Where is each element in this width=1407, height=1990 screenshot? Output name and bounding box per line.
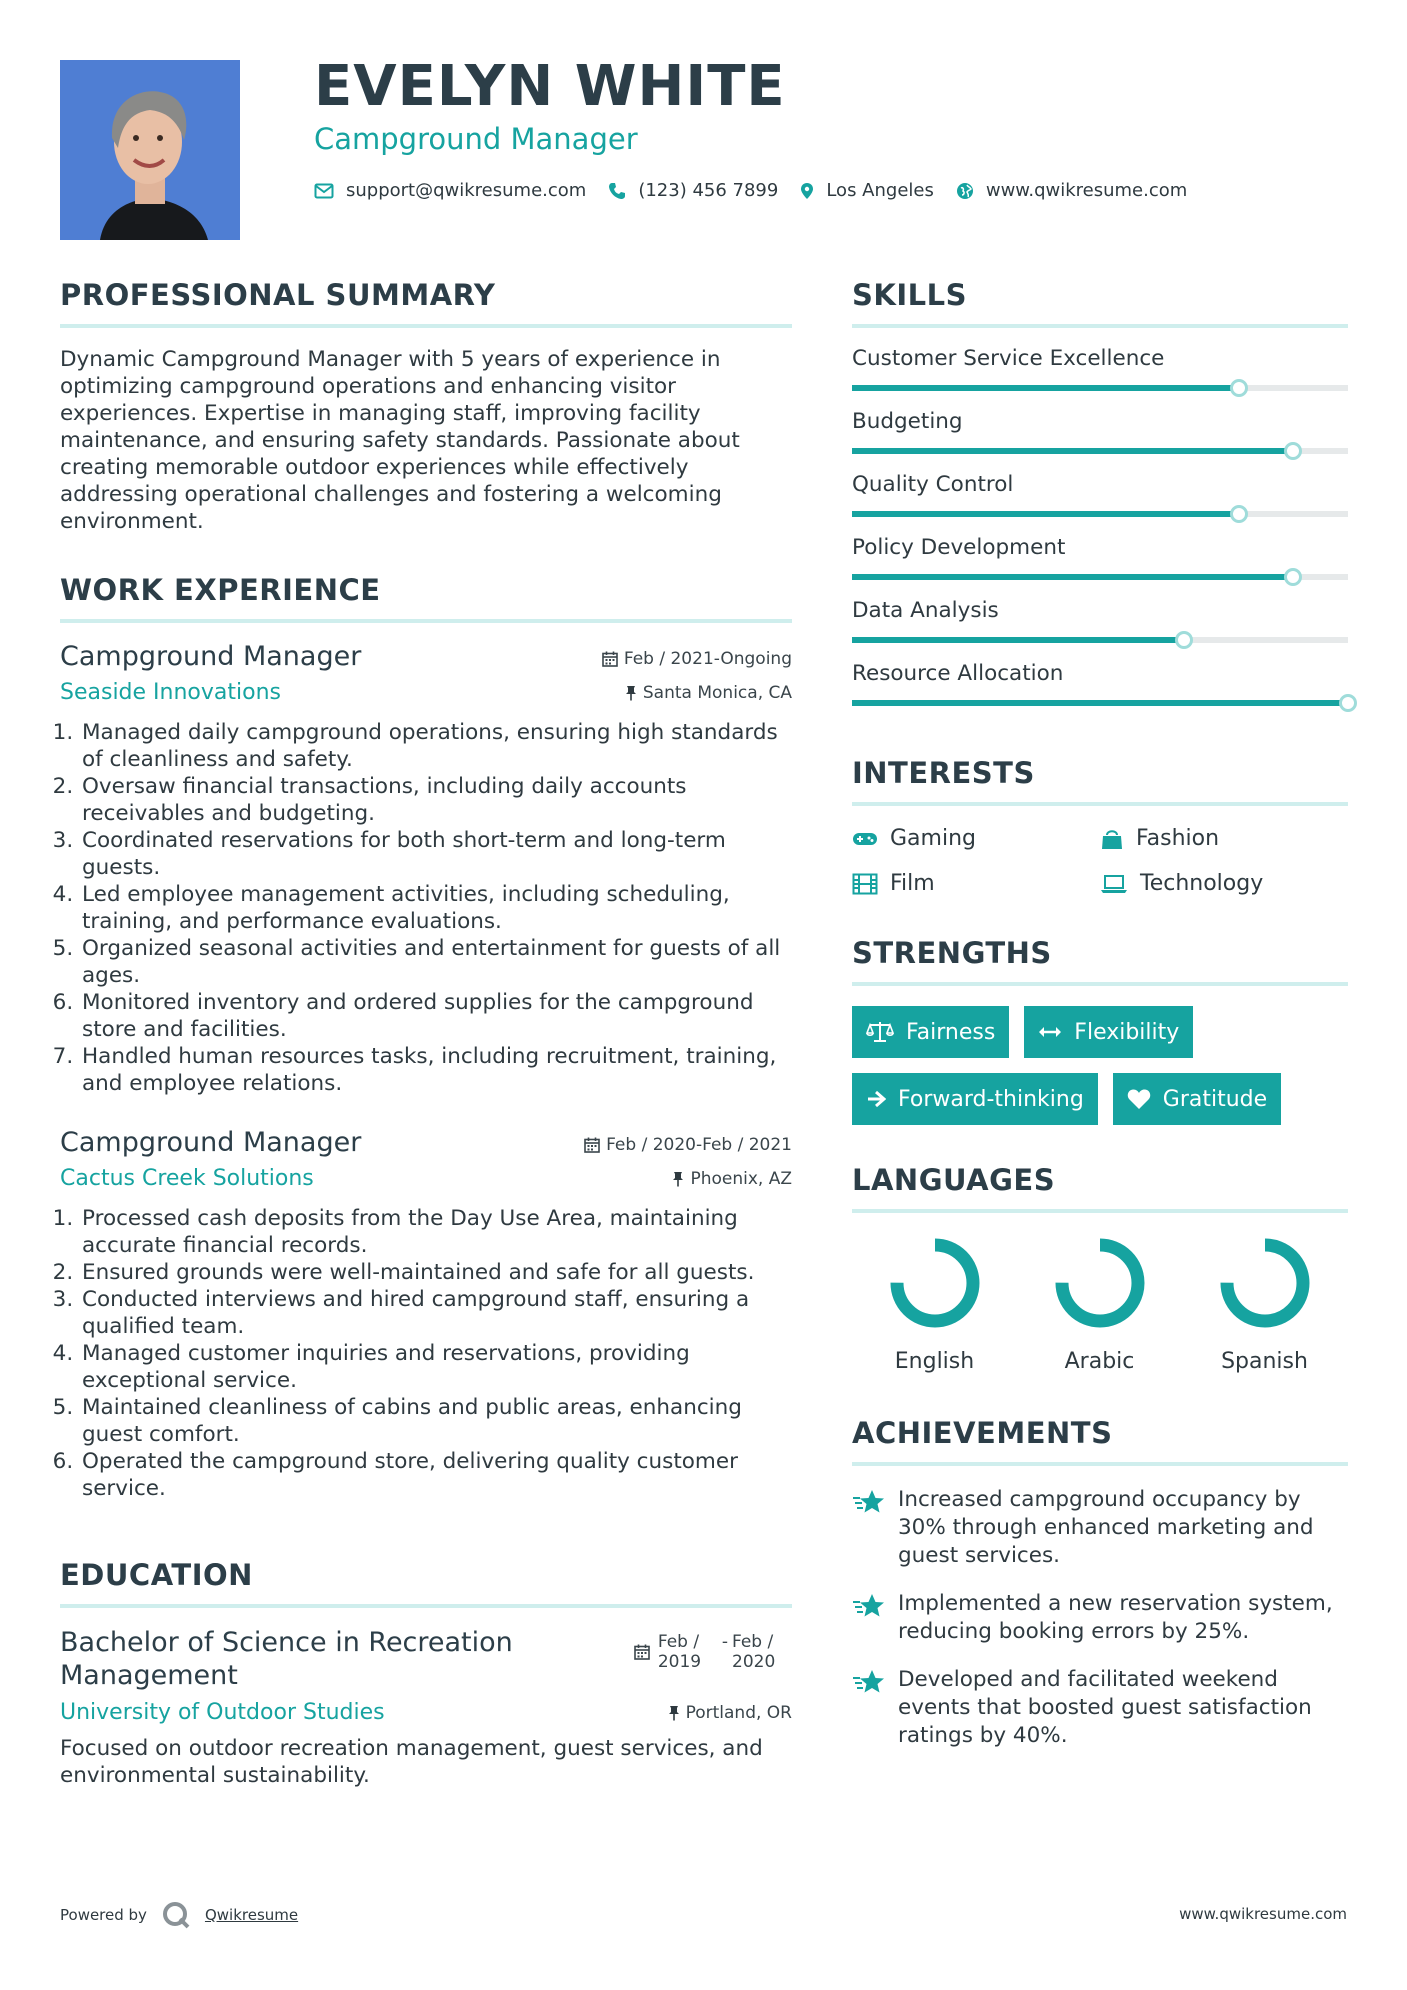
education-heading: EDUCATION bbox=[60, 1558, 253, 1592]
duty-item: 6. Operated the campground store, delivering quality customer service. bbox=[80, 1448, 792, 1502]
job-dates-text: Feb / 2021-Ongoing bbox=[623, 649, 792, 669]
strengths-section bbox=[852, 936, 1348, 1125]
skill-bar-knob bbox=[1339, 694, 1357, 712]
calendar-icon bbox=[602, 651, 618, 667]
email-text: support@qwikresume.com bbox=[346, 180, 587, 201]
skill-label: Budgeting bbox=[852, 409, 963, 434]
skill-label: Quality Control bbox=[852, 472, 1014, 497]
achievements-heading: ACHIEVEMENTS bbox=[852, 1416, 1113, 1450]
skill-bar-knob bbox=[1284, 568, 1302, 586]
skill-label: Policy Development bbox=[852, 535, 1066, 560]
contact-website[interactable] bbox=[956, 180, 1187, 201]
contact-email[interactable] bbox=[314, 180, 586, 201]
strength-label: Gratitude bbox=[1162, 1086, 1268, 1112]
skill-item bbox=[852, 472, 1348, 517]
section-divider bbox=[60, 619, 792, 623]
job-duties bbox=[60, 1205, 792, 1502]
gamepad-icon bbox=[852, 831, 878, 847]
skill-label: Resource Allocation bbox=[852, 661, 1064, 686]
skill-bar bbox=[852, 511, 1348, 517]
skill-item bbox=[852, 535, 1348, 580]
strength-tag bbox=[852, 1006, 1009, 1058]
skill-bar-fill bbox=[852, 385, 1239, 391]
education-end: Feb / 2020 bbox=[732, 1632, 776, 1672]
achievement-item bbox=[852, 1666, 1348, 1750]
skill-bar-fill bbox=[852, 448, 1293, 454]
interests-section bbox=[852, 756, 1348, 896]
job-location-text: Phoenix, AZ bbox=[690, 1168, 792, 1189]
summary-section bbox=[60, 278, 792, 535]
job-location-text: Santa Monica, CA bbox=[642, 682, 792, 703]
location-text: Los Angeles bbox=[826, 180, 934, 201]
language-ring-arc bbox=[1062, 1245, 1138, 1321]
phone-icon bbox=[608, 182, 626, 200]
interest-label: Gaming bbox=[890, 826, 976, 851]
skill-bar bbox=[852, 574, 1348, 580]
strengths-heading: STRENGTHS bbox=[852, 936, 1052, 970]
job-title: Campground Manager bbox=[60, 1127, 362, 1158]
arrows-horizontal-icon bbox=[1038, 1025, 1062, 1039]
language-item bbox=[852, 1235, 1017, 1374]
laptop-icon bbox=[1100, 874, 1128, 894]
section-divider bbox=[852, 982, 1348, 986]
heart-icon bbox=[1127, 1088, 1151, 1110]
interests-list bbox=[852, 826, 1348, 896]
achievement-text: Developed and facilitated weekend events that boosted guest satisfaction ratings by 40%. bbox=[898, 1667, 1312, 1748]
language-item bbox=[1182, 1235, 1347, 1374]
candidate-role: Campground Manager bbox=[314, 122, 638, 156]
skill-bar-knob bbox=[1230, 379, 1248, 397]
job-entry bbox=[60, 1127, 792, 1502]
footer-powered-by bbox=[60, 1900, 298, 1930]
strength-tag bbox=[1024, 1006, 1193, 1058]
experience-section bbox=[60, 573, 792, 1502]
pushpin-icon bbox=[668, 1705, 680, 1721]
skill-bar bbox=[852, 448, 1348, 454]
duty-item: 4. Managed customer inquiries and reservations, providing exceptional service. bbox=[80, 1340, 792, 1394]
job-entry bbox=[60, 641, 792, 1097]
skill-label: Data Analysis bbox=[852, 598, 999, 623]
language-item bbox=[1017, 1235, 1182, 1374]
skill-bar-knob bbox=[1284, 442, 1302, 460]
language-ring bbox=[887, 1235, 983, 1331]
achievement-item bbox=[852, 1486, 1348, 1570]
skill-bar-fill bbox=[852, 511, 1239, 517]
website-text: www.qwikresume.com bbox=[985, 180, 1188, 201]
skills-section bbox=[852, 278, 1348, 706]
education-location bbox=[668, 1703, 792, 1723]
interest-item bbox=[852, 871, 1100, 896]
skill-bar-knob bbox=[1175, 631, 1193, 649]
strength-label: Forward-thinking bbox=[898, 1086, 1084, 1112]
skill-item bbox=[852, 661, 1348, 706]
language-ring-arc bbox=[1227, 1245, 1303, 1321]
degree-title: Bachelor of Science in Recreation Management bbox=[60, 1627, 513, 1691]
interest-label: Fashion bbox=[1136, 826, 1220, 851]
skill-label: Customer Service Excellence bbox=[852, 346, 1165, 371]
language-ring bbox=[1052, 1235, 1148, 1331]
candidate-name: EVELYN WHITE bbox=[314, 54, 786, 119]
star-badge-icon bbox=[852, 1488, 886, 1516]
job-location bbox=[672, 1169, 792, 1189]
languages-list bbox=[852, 1235, 1348, 1374]
contact-location bbox=[800, 180, 934, 201]
education-location-text: Portland, OR bbox=[685, 1702, 792, 1723]
contact-phone[interactable] bbox=[608, 180, 778, 201]
section-divider bbox=[60, 1604, 792, 1608]
company-name: Seaside Innovations bbox=[60, 680, 281, 705]
skills-list bbox=[852, 346, 1348, 706]
skill-bar-knob bbox=[1230, 505, 1248, 523]
star-badge-icon bbox=[852, 1592, 886, 1620]
education-start: Feb / 2019 bbox=[657, 1632, 702, 1672]
globe-icon bbox=[956, 182, 974, 200]
calendar-icon bbox=[634, 1644, 650, 1660]
duty-item: 7. Handled human resources tasks, including recruitment, training, and employee relations. bbox=[80, 1043, 792, 1097]
phone-text: (123) 456 7899 bbox=[638, 180, 779, 201]
skill-item bbox=[852, 409, 1348, 454]
section-divider bbox=[852, 802, 1348, 806]
shopping-bag-icon bbox=[1100, 828, 1124, 850]
duty-item: 5. Maintained cleanliness of cabins and public areas, enhancing guest comfort. bbox=[80, 1394, 792, 1448]
language-label: English bbox=[894, 1349, 975, 1374]
interest-label: Technology bbox=[1140, 871, 1264, 896]
skill-bar bbox=[852, 700, 1348, 706]
star-badge-icon bbox=[852, 1668, 886, 1696]
language-label: Arabic bbox=[1064, 1349, 1135, 1374]
school-name: University of Outdoor Studies bbox=[60, 1700, 385, 1725]
duty-item: 4. Led employee management activities, including scheduling, training, and performance evaluations. bbox=[80, 881, 792, 935]
section-divider bbox=[852, 324, 1348, 328]
balance-scale-icon bbox=[866, 1021, 894, 1043]
languages-section bbox=[852, 1163, 1348, 1374]
duty-item: 6. Monitored inventory and ordered supplies for the campground store and facilities. bbox=[80, 989, 792, 1043]
achievement-item bbox=[852, 1590, 1348, 1646]
film-icon bbox=[852, 873, 878, 895]
pushpin-icon bbox=[672, 1171, 684, 1187]
interests-heading: INTERESTS bbox=[852, 756, 1035, 790]
date-separator: - bbox=[721, 1632, 728, 1652]
duty-item: 2. Oversaw financial transactions, including daily accounts receivables and budgeting. bbox=[80, 773, 792, 827]
education-dates bbox=[634, 1632, 792, 1672]
job-location bbox=[625, 683, 792, 703]
skill-bar bbox=[852, 385, 1348, 391]
strength-label: Fairness bbox=[906, 1019, 996, 1045]
pushpin-icon bbox=[625, 685, 637, 701]
job-title: Campground Manager bbox=[60, 641, 362, 672]
education-description: Focused on outdoor recreation management, guest services, and environmental sustainability. bbox=[60, 1736, 763, 1788]
section-divider bbox=[60, 324, 792, 328]
calendar-icon bbox=[584, 1137, 600, 1153]
skill-item bbox=[852, 346, 1348, 391]
language-label: Spanish bbox=[1221, 1349, 1308, 1374]
footer-url[interactable]: www.qwikresume.com bbox=[1179, 1905, 1347, 1923]
interest-item bbox=[1100, 826, 1348, 851]
strengths-list bbox=[852, 1006, 1348, 1125]
right-column bbox=[852, 278, 1348, 1750]
strength-label: Flexibility bbox=[1074, 1019, 1180, 1045]
duty-item: 5. Organized seasonal activities and entertainment for guests of all ages. bbox=[80, 935, 792, 989]
skill-bar-fill bbox=[852, 574, 1293, 580]
powered-by-text: Powered by bbox=[60, 1906, 147, 1924]
summary-text: Dynamic Campground Manager with 5 years of experience in optimizing campground operations and enhancing visitor experiences. Expertise in managing staff, improving facility maintenance, and ensuring safety standards. Passionate about creating memorable outdoor experiences while effectively addressing operational challenges and fostering a welcoming environment. bbox=[60, 347, 740, 534]
strength-tag bbox=[852, 1073, 1098, 1125]
education-section bbox=[60, 1558, 792, 1789]
experience-heading: WORK EXPERIENCE bbox=[60, 573, 381, 607]
envelope-icon bbox=[314, 183, 334, 199]
skills-heading: SKILLS bbox=[852, 278, 967, 312]
achievement-text: Implemented a new reservation system, reducing booking errors by 25%. bbox=[898, 1591, 1333, 1644]
skill-item bbox=[852, 598, 1348, 643]
profile-photo bbox=[60, 60, 240, 240]
skill-bar-fill bbox=[852, 637, 1184, 643]
duty-item: 3. Coordinated reservations for both short-term and long-term guests. bbox=[80, 827, 792, 881]
languages-heading: LANGUAGES bbox=[852, 1163, 1056, 1197]
language-ring bbox=[1217, 1235, 1313, 1331]
section-divider bbox=[852, 1462, 1348, 1466]
left-column bbox=[60, 278, 792, 1789]
job-duties bbox=[60, 719, 792, 1097]
qwikresume-logo-icon bbox=[161, 1900, 191, 1930]
job-dates-text: Feb / 2020-Feb / 2021 bbox=[606, 1135, 792, 1155]
brand-link[interactable]: Qwikresume bbox=[204, 1906, 299, 1924]
achievements-section bbox=[852, 1416, 1348, 1750]
skill-bar-fill bbox=[852, 700, 1348, 706]
duty-item: 1. Managed daily campground operations, ensuring high standards of cleanliness and safety. bbox=[80, 719, 792, 773]
language-ring-arc bbox=[897, 1245, 973, 1321]
job-dates bbox=[602, 649, 792, 669]
duty-item: 2. Ensured grounds were well-maintained and safe for all guests. bbox=[80, 1259, 792, 1286]
company-name: Cactus Creek Solutions bbox=[60, 1166, 314, 1191]
interest-item bbox=[1100, 871, 1348, 896]
strength-tag bbox=[1113, 1073, 1281, 1125]
arrow-right-icon bbox=[866, 1090, 886, 1108]
interest-label: Film bbox=[890, 871, 935, 896]
duty-item: 3. Conducted interviews and hired campground staff, ensuring a qualified team. bbox=[80, 1286, 792, 1340]
achievement-text: Increased campground occupancy by 30% through enhanced marketing and guest services. bbox=[898, 1487, 1314, 1568]
job-dates bbox=[584, 1135, 792, 1155]
skill-bar bbox=[852, 637, 1348, 643]
duty-item: 1. Processed cash deposits from the Day Use Area, maintaining accurate financial records. bbox=[80, 1205, 792, 1259]
summary-heading: PROFESSIONAL SUMMARY bbox=[60, 278, 496, 312]
map-marker-icon bbox=[800, 182, 814, 200]
contact-bar bbox=[314, 180, 1209, 201]
section-divider bbox=[852, 1209, 1348, 1213]
interest-item bbox=[852, 826, 1100, 851]
